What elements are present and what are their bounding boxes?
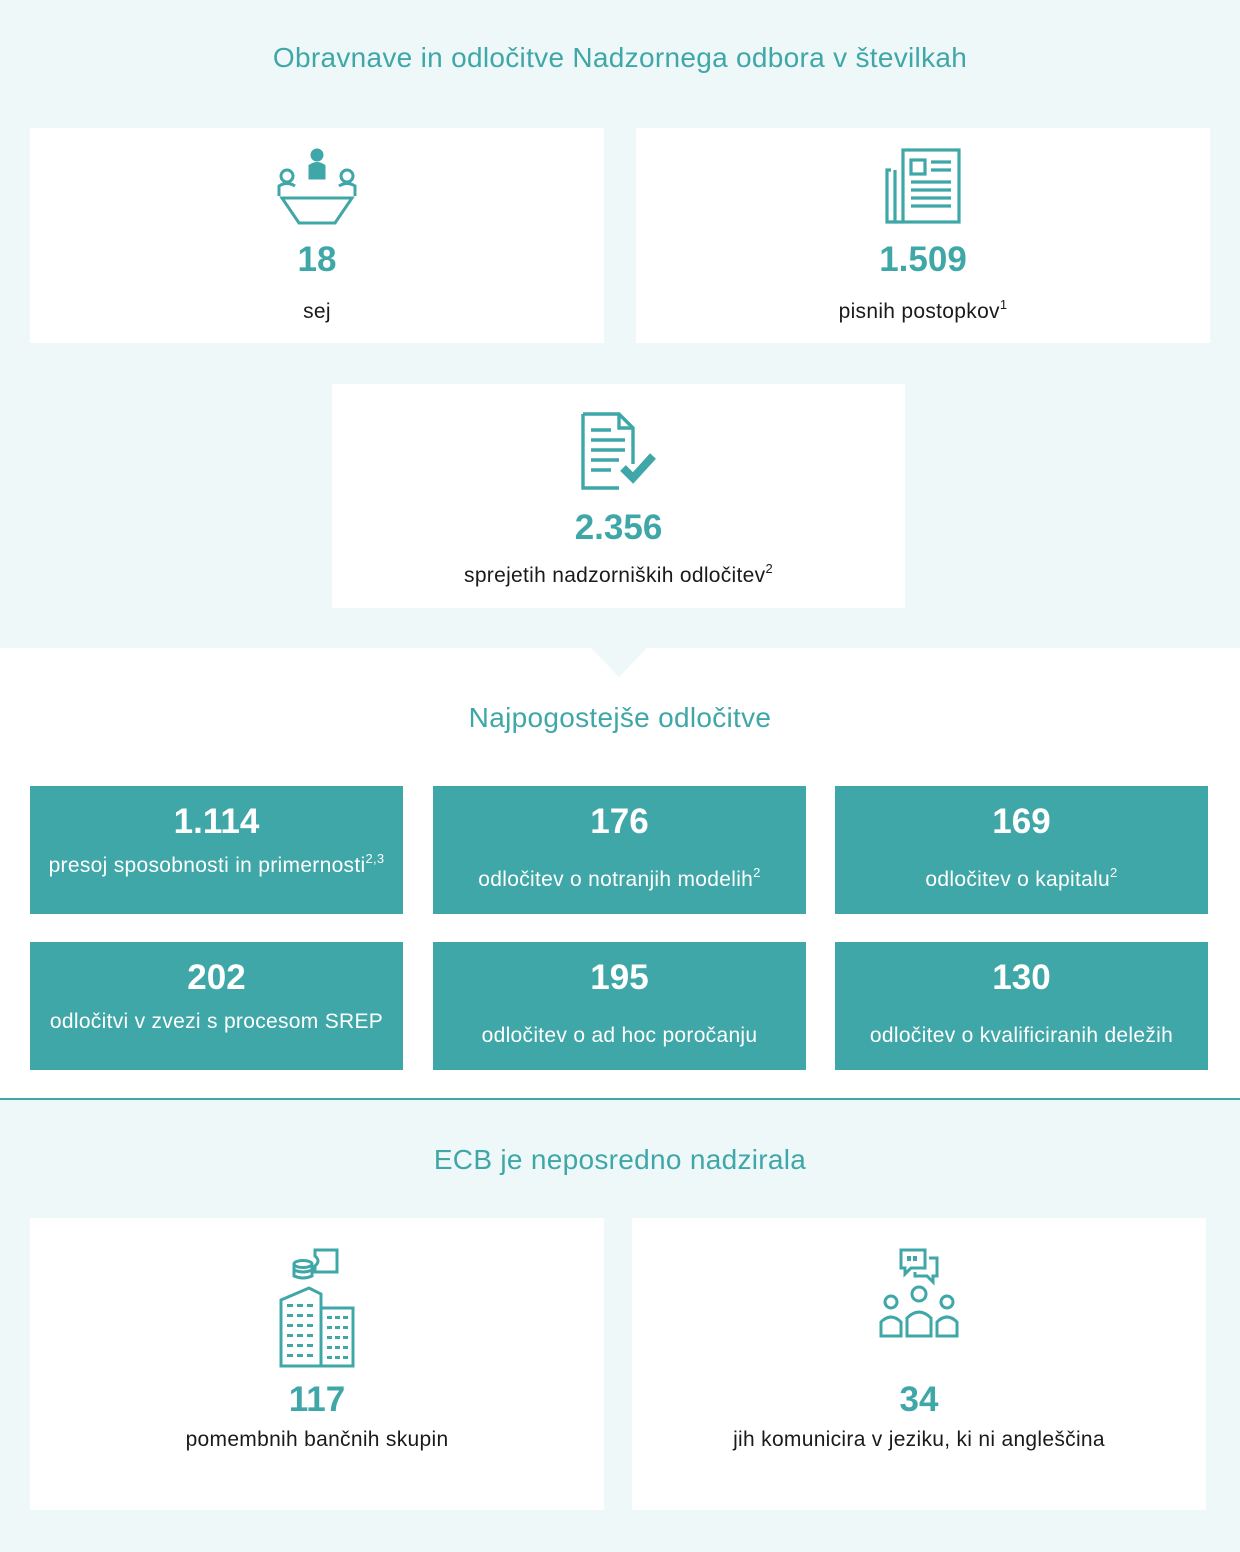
tile-value: 130: [992, 958, 1051, 997]
stat-card-meetings: [30, 128, 604, 343]
stat-card-languages: [632, 1218, 1206, 1510]
tile-value: 195: [590, 958, 649, 997]
decision-tile: [30, 942, 403, 1070]
stat-value: 2.356: [574, 508, 663, 547]
document-icon: [883, 146, 963, 226]
tile-value: 202: [187, 958, 246, 997]
section3-title: ECB je neposredno nadzirala: [433, 1144, 807, 1175]
stat-value: 1.509: [879, 240, 967, 279]
tile-label: odločitev o kapitalu$^2$: [925, 865, 1118, 891]
stat-value: 34: [899, 1380, 939, 1419]
meeting-icon: [277, 148, 357, 228]
section2-title: Najpogostejše odločitve: [468, 702, 772, 733]
tile-label: odločitev o notranjih modelih$^2$: [478, 865, 761, 891]
stat-value: 117: [288, 1380, 346, 1419]
decision-tile: [433, 942, 806, 1070]
stat-card-bank-groups: [30, 1218, 604, 1510]
tile-value: 169: [992, 802, 1051, 841]
tile-value: 1.114: [173, 802, 260, 841]
tile-value: 176: [590, 802, 649, 841]
bank-buildings-icon: [277, 1246, 357, 1368]
decision-tile: [835, 786, 1208, 914]
people-chat-icon: [879, 1248, 959, 1340]
section1-title: Obravnave in odločitve Nadzornega odbora v številkah: [272, 42, 968, 73]
tile-label: odločitev o ad hoc poročanju: [481, 1024, 758, 1047]
tile-label: odločitvi v zvezi s procesom SREP: [49, 1010, 384, 1033]
tile-label: presoj sposobnosti in primernosti$^{2,3}$: [48, 851, 385, 877]
stat-label: pomembnih bančnih skupin: [185, 1428, 449, 1451]
section-pointer: [590, 647, 648, 677]
decision-tile: [835, 942, 1208, 1070]
decision-tile: [433, 786, 806, 914]
stat-label: sprejetih nadzorniških odločitev$^2$: [464, 561, 773, 587]
stat-card-decisions: [332, 384, 905, 608]
tile-label: odločitev o kvalificiranih deležih: [869, 1024, 1174, 1047]
stat-label: jih komunicira v jeziku, ki ni angleščina: [733, 1428, 1105, 1451]
stat-label: sej: [303, 300, 331, 323]
document-check-icon: [579, 410, 659, 492]
decision-tile: [30, 786, 403, 914]
stat-label: pisnih postopkov$^1$: [838, 297, 1008, 323]
stat-value: 18: [297, 240, 337, 279]
stat-card-written-procedures: [636, 128, 1210, 343]
